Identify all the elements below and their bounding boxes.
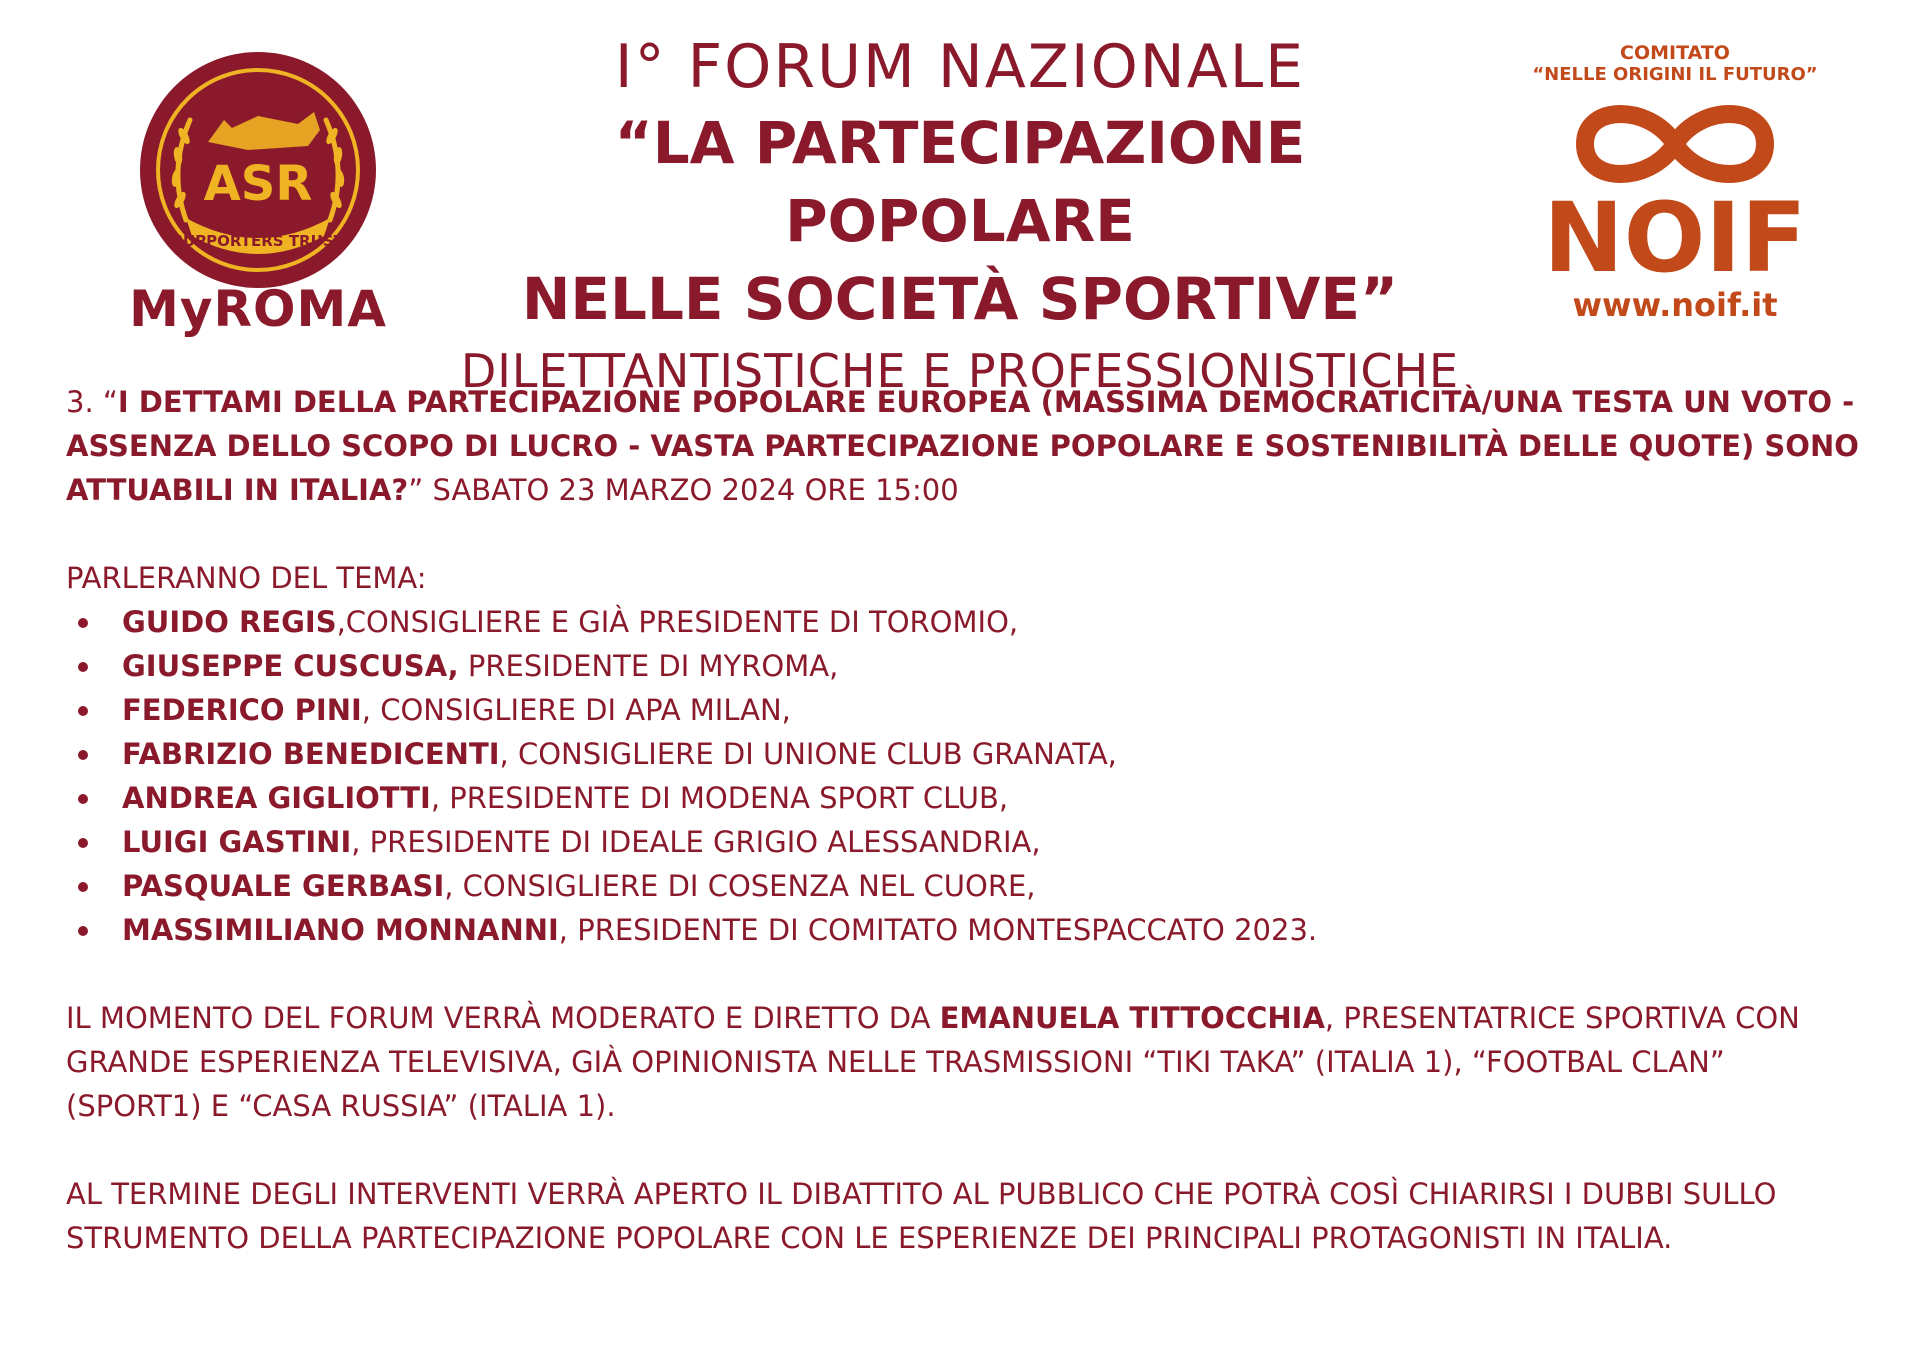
list-item [66, 732, 1866, 776]
list-item [66, 776, 1866, 820]
speaker-name: FEDERICO PINI [122, 693, 362, 727]
session-heading [66, 380, 1866, 512]
speaker-name: GIUSEPPE CUSCUSA, [122, 649, 459, 683]
speaker-role: , PRESIDENTE DI MODENA SPORT CLUB, [430, 781, 1009, 815]
spacer [66, 952, 1866, 996]
session-question: I DETTAMI DELLA PARTECIPAZIONE POPOLARE EUROPEA (MASSIMA DEMOCRATICITÀ/UNA TESTA UN VOTO - ASSENZA DELLO SCOPO DI LUCRO - VASTA PARTECIPAZIONE POPOLARE E SOSTENIBILITÀ DELLE QUOTE) SONO ATTUABILI IN ITALIA? [66, 385, 1859, 507]
closing-paragraph: AL TERMINE DEGLI INTERVENTI VERRÀ APERTO IL DIBATTITO AL PUBBLICO CHE POTRÀ COSÌ CHIARIRSI I DUBBI SULLO STRUMENTO DELLA PARTECIPAZIONE POPOLARE CON LE ESPERIENZE DEI PRINCIPALI PROTAGONISTI IN ITALIA. [66, 1177, 1777, 1255]
speaker-name: ANDREA GIGLIOTTI [122, 781, 431, 815]
noif-motto: “NELLE ORIGINI IL FUTURO” [1532, 64, 1818, 85]
speaker-name: PASQUALE GERBASI [122, 869, 445, 903]
moderator-intro: IL MOMENTO DEL FORUM VERRÀ MODERATO E DIRETTO DA [66, 1001, 940, 1035]
list-item [66, 820, 1866, 864]
noif-name: NOIF [1543, 182, 1807, 294]
speakers-list [66, 600, 1866, 952]
speakers-heading: PARLERANNO DEL TEMA: [66, 561, 427, 595]
main-content [66, 380, 1866, 1260]
speaker-role: ,CONSIGLIERE E GIÀ PRESIDENTE DI TOROMIO, [336, 605, 1019, 639]
moderator-name: EMANUELA TITTOCCHIA [939, 1001, 1325, 1035]
moderator-description: , PRESENTATRICE SPORTIVA CON GRANDE ESPERIENZA TELEVISIVA, GIÀ OPINIONISTA NELLE TRASMISSIONI “TIKI TAKA” (ITALIA 1), “FOOTBAL CLAN” (SPORT1) E “CASA RUSSIA” (ITALIA 1). [66, 1001, 1800, 1123]
title-line-1: I° FORUM NAZIONALE [614, 32, 1306, 102]
infinity-icon [1555, 94, 1795, 194]
speaker-role: , CONSIGLIERE DI APA MILAN, [361, 693, 791, 727]
forum-title [430, 30, 1490, 404]
speaker-role: , CONSIGLIERE DI UNIONE CLUB GRANATA, [499, 737, 1117, 771]
noif-comitato: COMITATO [1620, 42, 1730, 64]
title-line-2: “LA PARTECIPAZIONE POPOLARE [614, 109, 1306, 255]
session-number: 3. “ [66, 385, 118, 419]
speaker-name: GUIDO REGIS [122, 605, 337, 639]
speaker-role: PRESIDENTE DI MYROMA, [458, 649, 839, 683]
list-item [66, 644, 1866, 688]
svg-text:SUPPORTERS TRUST: SUPPORTERS TRUST [172, 232, 344, 250]
spacer [66, 512, 1866, 556]
speaker-role: , PRESIDENTE DI IDEALE GRIGIO ALESSANDRIA, [351, 825, 1041, 859]
list-item [66, 688, 1866, 732]
speaker-role: , CONSIGLIERE DI COSENZA NEL CUORE, [444, 869, 1036, 903]
speaker-name: MASSIMILIANO MONNANNI [122, 913, 559, 947]
svg-text:ASR: ASR [203, 156, 313, 212]
noif-url[interactable]: www.noif.it [1572, 286, 1778, 324]
moderator-paragraph [66, 996, 1866, 1128]
header [0, 0, 1920, 398]
myroma-brand: MyROMA [129, 280, 387, 338]
session-datetime: ” SABATO 23 MARZO 2024 ORE 15:00 [408, 473, 959, 507]
list-item [66, 908, 1866, 952]
spacer [66, 1128, 1866, 1172]
title-line-4: DILETTANTISTICHE E PROFESSIONISTICHE [460, 344, 1460, 398]
speaker-role: , PRESIDENTE DI COMITATO MONTESPACCATO 2023. [558, 913, 1318, 947]
title-line-3: NELLE SOCIETÀ SPORTIVE” [521, 265, 1399, 333]
noif-logo [1530, 42, 1820, 342]
list-item [66, 864, 1866, 908]
speaker-name: FABRIZIO BENEDICENTI [122, 737, 500, 771]
list-item [66, 600, 1866, 644]
myroma-logo [128, 50, 388, 350]
asr-emblem-icon [128, 50, 388, 290]
speaker-name: LUIGI GASTINI [122, 825, 352, 859]
